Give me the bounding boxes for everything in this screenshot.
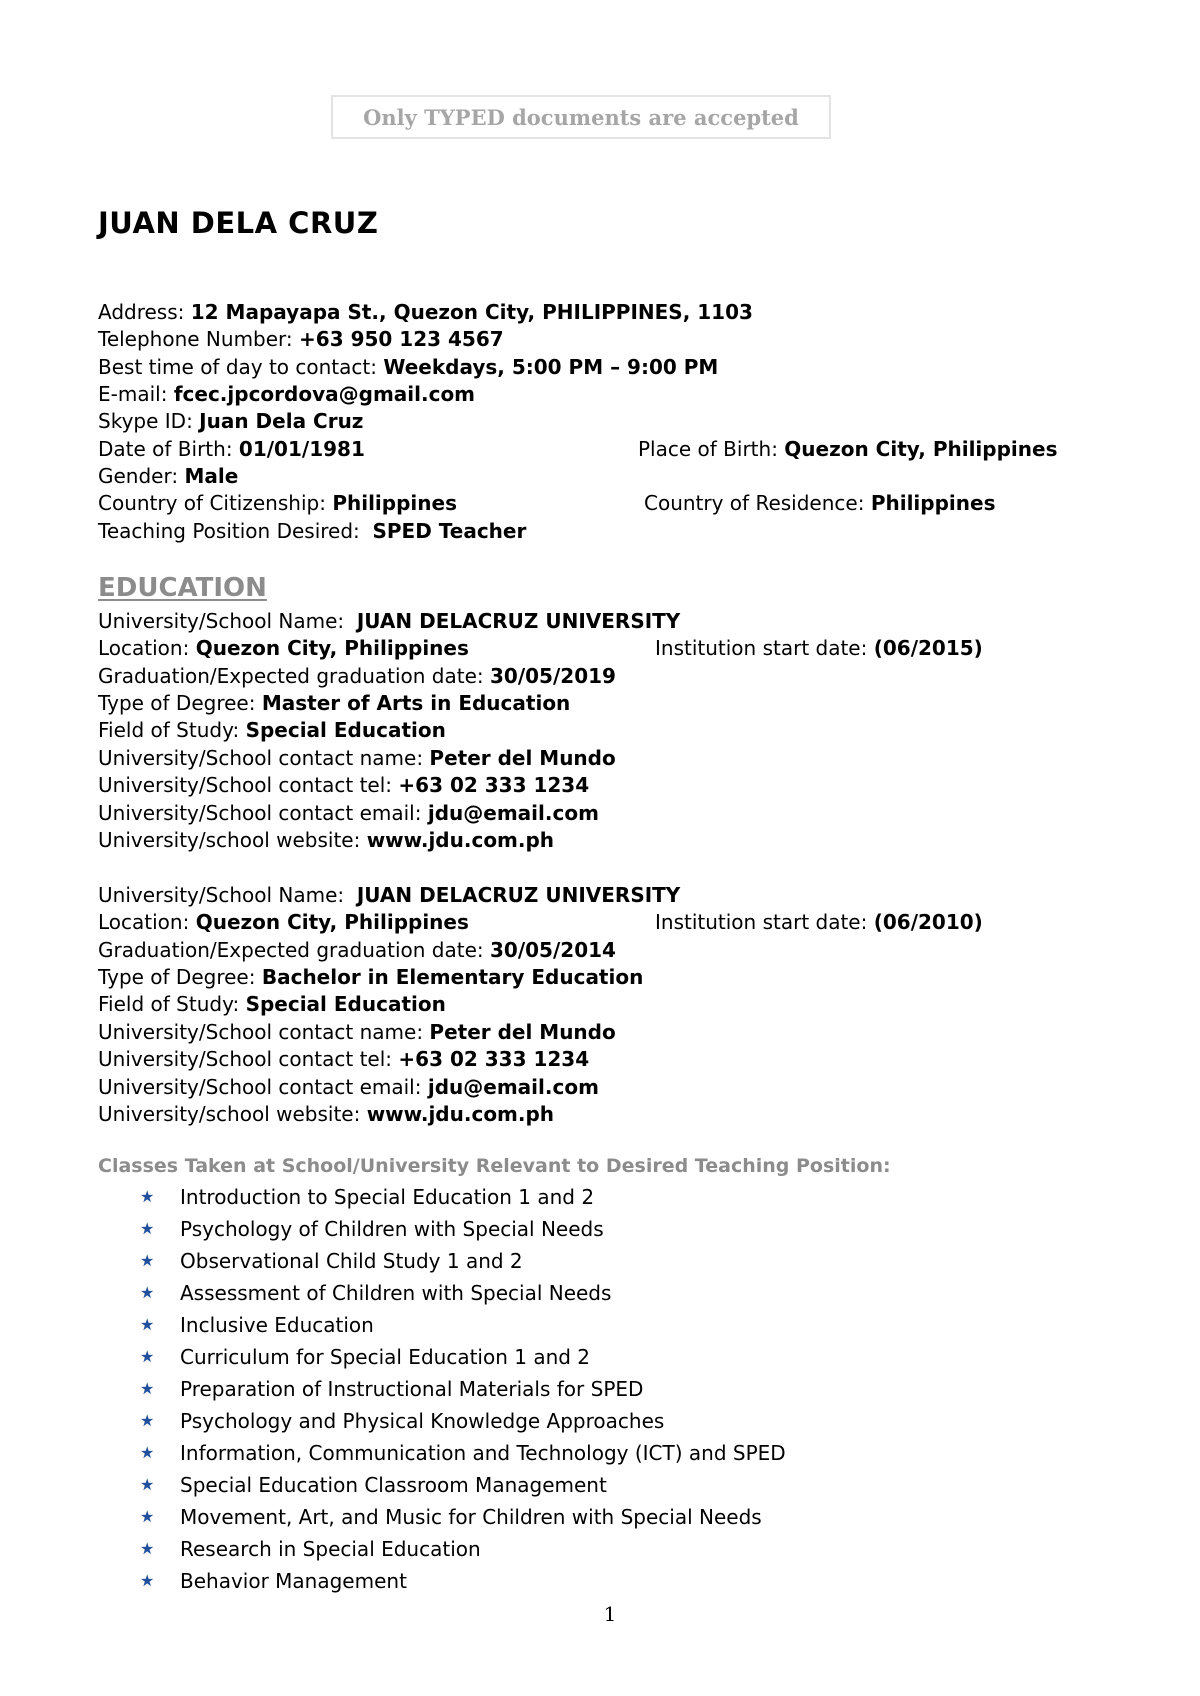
residence-label: Country of Residence: [644, 491, 858, 515]
star-icon: ★: [140, 1283, 155, 1302]
school-name-value: JUAN DELACRUZ UNIVERSITY: [356, 609, 681, 633]
degree-line: Type of Degree: Bachelor in Elementary Education: [98, 965, 644, 989]
school-name-line: University/School Name: JUAN DELACRUZ UNIVERSITY: [98, 609, 681, 633]
website-label: University/school website: [98, 1102, 354, 1126]
contact-tel-label: University/School contact tel: [98, 773, 386, 797]
school-name-label: University/School Name: [98, 883, 338, 907]
contact-tel-value: +63 02 333 1234: [398, 773, 590, 797]
class-name: Assessment of Children with Special Needs: [180, 1281, 612, 1305]
dob-value: 01/01/1981: [238, 437, 365, 461]
list-item: [140, 1533, 786, 1565]
telephone-line: Telephone Number: +63 950 123 4567: [98, 327, 504, 351]
location-line: Location: Quezon City, Philippines: [98, 636, 469, 660]
class-name: Introduction to Special Education 1 and 2: [180, 1185, 595, 1209]
address-value: 12 Mapayapa St., Quezon City, PHILIPPINES, 1103: [190, 300, 753, 324]
list-item: [140, 1405, 786, 1437]
field-line: Field of Study: Special Education: [98, 992, 446, 1016]
website-line: University/school website: www.jdu.com.ph: [98, 1102, 555, 1126]
contact-tel-value: +63 02 333 1234: [398, 1047, 590, 1071]
star-icon: ★: [140, 1411, 155, 1430]
class-name: Special Education Classroom Management: [180, 1473, 607, 1497]
website-value: www.jdu.com.ph: [366, 1102, 555, 1126]
graduation-value: 30/05/2019: [490, 664, 616, 688]
email-value: fcec.jpcordova@gmail.com: [173, 382, 476, 406]
typed-documents-notice: Only TYPED documents are accepted: [331, 95, 831, 139]
position-line: Teaching Position Desired: SPED Teacher: [98, 519, 527, 543]
start-date-line: Institution start date: (06/2010): [655, 910, 983, 934]
field-label: Field of Study: [98, 718, 233, 742]
best-time-line: Best time of day to contact: Weekdays, 5:00 PM – 9:00 PM: [98, 355, 719, 379]
degree-line: Type of Degree: Master of Arts in Education: [98, 691, 571, 715]
page-number: 1: [603, 1602, 617, 1626]
contact-tel-line: University/School contact tel: +63 02 333 1234: [98, 1047, 590, 1071]
start-date-line: Institution start date: (06/2015): [655, 636, 983, 660]
citizenship-line: Country of Citizenship: Philippines: [98, 491, 457, 515]
contact-email-line: University/School contact email: jdu@email.com: [98, 1075, 599, 1099]
list-item: [140, 1245, 786, 1277]
contact-email-label: University/School contact email: [98, 801, 415, 825]
star-icon: ★: [140, 1539, 155, 1558]
contact-email-line: University/School contact email: jdu@email.com: [98, 801, 599, 825]
class-name: Curriculum for Special Education 1 and 2: [180, 1345, 591, 1369]
website-label: University/school website: [98, 828, 354, 852]
school-name-value: JUAN DELACRUZ UNIVERSITY: [356, 883, 681, 907]
best-time-label: Best time of day to contact: [98, 355, 371, 379]
residence-value: Philippines: [870, 491, 996, 515]
contact-name-line: University/School contact name: Peter del Mundo: [98, 1020, 616, 1044]
class-name: Psychology and Physical Knowledge Approaches: [180, 1409, 665, 1433]
list-item: [140, 1341, 786, 1373]
position-value: SPED Teacher: [372, 519, 527, 543]
residence-line: Country of Residence: Philippines: [644, 491, 996, 515]
gender-label: Gender: [98, 464, 172, 488]
class-name: Inclusive Education: [180, 1313, 374, 1337]
applicant-name: JUAN DELA CRUZ: [98, 206, 379, 240]
class-name: Psychology of Children with Special Needs: [180, 1217, 604, 1241]
classes-heading: Classes Taken at School/University Relevant to Desired Teaching Position:: [98, 1155, 891, 1177]
location-line: Location: Quezon City, Philippines: [98, 910, 469, 934]
contact-name-label: University/School contact name: [98, 1020, 417, 1044]
class-name: Behavior Management: [180, 1569, 407, 1593]
star-icon: ★: [140, 1315, 155, 1334]
start-date-label: Institution start date: [655, 910, 861, 934]
gender-line: Gender: Male: [98, 464, 239, 488]
contact-name-value: Peter del Mundo: [429, 1020, 616, 1044]
degree-value: Master of Arts in Education: [261, 691, 571, 715]
contact-tel-line: University/School contact tel: +63 02 333 1234: [98, 773, 590, 797]
star-icon: ★: [140, 1379, 155, 1398]
class-name: Observational Child Study 1 and 2: [180, 1249, 523, 1273]
location-value: Quezon City, Philippines: [195, 636, 469, 660]
school-name-line: University/School Name: JUAN DELACRUZ UNIVERSITY: [98, 883, 681, 907]
position-label: Teaching Position Desired: [98, 519, 354, 543]
class-name: Preparation of Instructional Materials for SPED: [180, 1377, 644, 1401]
start-date-value: (06/2010): [873, 910, 983, 934]
degree-value: Bachelor in Elementary Education: [261, 965, 644, 989]
list-item: [140, 1277, 786, 1309]
location-label: Location: [98, 636, 183, 660]
list-item: [140, 1181, 786, 1213]
graduation-label: Graduation/Expected graduation date: [98, 938, 477, 962]
citizenship-value: Philippines: [332, 491, 457, 515]
list-item: [140, 1565, 786, 1597]
star-icon: ★: [140, 1187, 155, 1206]
contact-name-line: University/School contact name: Peter del Mundo: [98, 746, 616, 770]
pob-value: Quezon City, Philippines: [784, 437, 1058, 461]
dob-label: Date of Birth: [98, 437, 226, 461]
skype-line: Skype ID: Juan Dela Cruz: [98, 409, 364, 433]
star-icon: ★: [140, 1251, 155, 1270]
school-name-label: University/School Name: [98, 609, 338, 633]
dob-line: Date of Birth: 01/01/1981: [98, 437, 365, 461]
list-item: [140, 1437, 786, 1469]
contact-email-label: University/School contact email: [98, 1075, 415, 1099]
degree-label: Type of Degree: [98, 965, 249, 989]
star-icon: ★: [140, 1219, 155, 1238]
graduation-line: Graduation/Expected graduation date: 30/05/2019: [98, 664, 616, 688]
website-value: www.jdu.com.ph: [366, 828, 555, 852]
field-label: Field of Study: [98, 992, 233, 1016]
website-line: University/school website: www.jdu.com.ph: [98, 828, 555, 852]
field-line: Field of Study: Special Education: [98, 718, 446, 742]
star-icon: ★: [140, 1347, 155, 1366]
graduation-label: Graduation/Expected graduation date: [98, 664, 477, 688]
list-item: [140, 1501, 786, 1533]
gender-value: Male: [184, 464, 239, 488]
email-line: E-mail: fcec.jpcordova@gmail.com: [98, 382, 476, 406]
field-value: Special Education: [245, 718, 446, 742]
list-item: [140, 1213, 786, 1245]
star-icon: ★: [140, 1475, 155, 1494]
email-label: E-mail: [98, 382, 161, 406]
contact-email-value: jdu@email.com: [427, 1075, 599, 1099]
start-date-label: Institution start date: [655, 636, 861, 660]
class-name: Movement, Art, and Music for Children with Special Needs: [180, 1505, 762, 1529]
degree-label: Type of Degree: [98, 691, 249, 715]
list-item: [140, 1373, 786, 1405]
class-name: Information, Communication and Technology (ICT) and SPED: [180, 1441, 786, 1465]
pob-label: Place of Birth: [638, 437, 772, 461]
location-label: Location: [98, 910, 183, 934]
telephone-label: Telephone Number: [98, 327, 286, 351]
list-item: [140, 1309, 786, 1341]
best-time-value: Weekdays, 5:00 PM – 9:00 PM: [383, 355, 719, 379]
star-icon: ★: [140, 1571, 155, 1590]
contact-tel-label: University/School contact tel: [98, 1047, 386, 1071]
list-item: [140, 1469, 786, 1501]
skype-label: Skype ID: [98, 409, 187, 433]
skype-value: Juan Dela Cruz: [199, 409, 364, 433]
classes-list: [140, 1181, 786, 1597]
education-section-title: EDUCATION: [98, 573, 267, 603]
star-icon: ★: [140, 1443, 155, 1462]
address-line: Address: 12 Mapayapa St., Quezon City, PHILIPPINES, 1103: [98, 300, 753, 324]
star-icon: ★: [140, 1507, 155, 1526]
contact-name-value: Peter del Mundo: [429, 746, 616, 770]
graduation-value: 30/05/2014: [490, 938, 616, 962]
pob-line: Place of Birth: Quezon City, Philippines: [638, 437, 1058, 461]
location-value: Quezon City, Philippines: [195, 910, 469, 934]
contact-name-label: University/School contact name: [98, 746, 417, 770]
address-label: Address: [98, 300, 178, 324]
field-value: Special Education: [245, 992, 446, 1016]
telephone-value: +63 950 123 4567: [299, 327, 504, 351]
citizenship-label: Country of Citizenship: [98, 491, 320, 515]
contact-email-value: jdu@email.com: [427, 801, 599, 825]
class-name: Research in Special Education: [180, 1537, 481, 1561]
graduation-line: Graduation/Expected graduation date: 30/05/2014: [98, 938, 616, 962]
start-date-value: (06/2015): [873, 636, 983, 660]
